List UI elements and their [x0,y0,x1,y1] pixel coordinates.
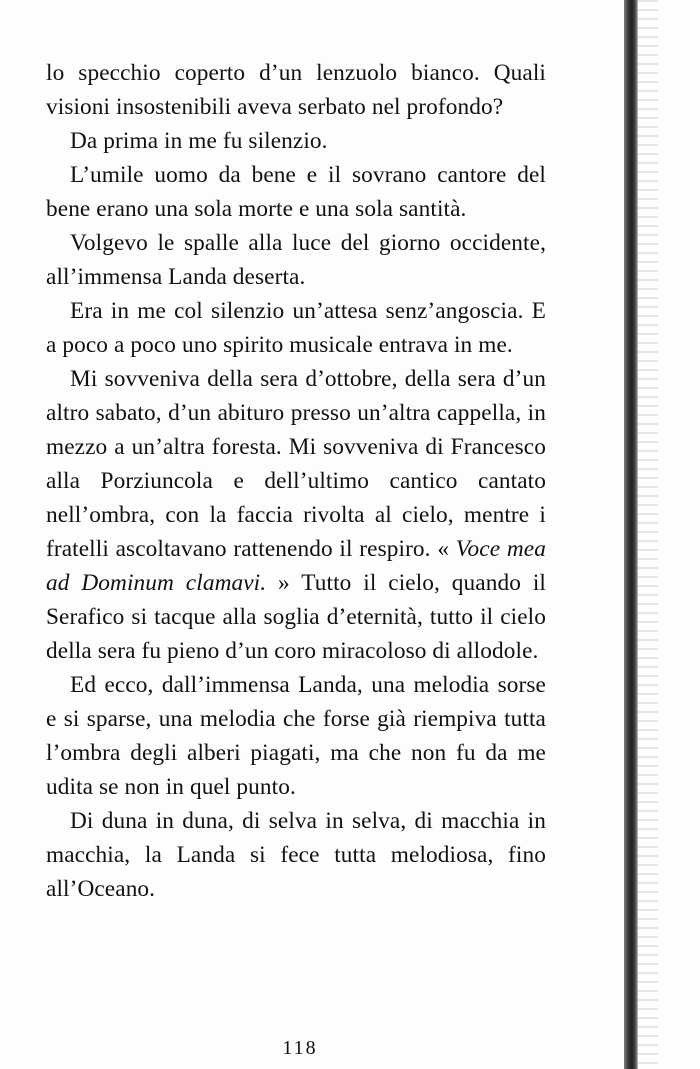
latin-quote: Voce mea ad Dominum clamavi. [46,536,546,596]
paragraph-8: Di duna in duna, di selva in selva, di macchia in macchia, la Landa si fece tutta melodiosa, fino all’Oceano. [46,808,546,902]
paragraph-6-after: » Tutto il cielo, quando il Serafico si tacque alla soglia d’eternità, tutto il cielo della sera fu pieno d’un coro miracoloso di allodole. [46,570,546,664]
paragraph-6 [46,362,546,668]
paragraph-7: Ed ecco, dall’immensa Landa, una melodia sorse e si sparse, una melodia che forse già riempiva tutta l’ombra degli alberi piagati, ma che non fu da me udita se non in quel punto. [46,672,546,800]
binding-shadow [638,0,658,1069]
paragraph-5: Era in me col silenzio un’attesa senz’angoscia. E a poco a poco uno spirito musicale entrava in me. [46,298,546,358]
binding-edge [624,0,638,1069]
paragraph-6-before: Mi sovveniva della sera d’ottobre, della sera d’un altro sabato, d’un abituro presso un’altra cappella, in mezzo a un’altra foresta. Mi sovveniva di Francesco alla Porziuncola e dell’ultimo cantico cantato nell’ombra, con la faccia rivolta al cielo, mentre i fratelli ascoltavano rattenendo il respiro. « [46,366,546,562]
paragraph-1: lo specchio coperto d’un lenzuolo bianco. Quali visioni insostenibili aveva serbato nel profondo? [46,60,546,120]
paragraph-4: Volgevo le spalle alla luce del giorno occidente, all’immensa Landa deserta. [46,230,546,290]
body-text [46,56,546,906]
paragraph-2: Da prima in me fu silenzio. [70,128,328,154]
page-number: 118 [282,1037,318,1059]
paragraph-3: L’umile uomo da bene e il sovrano cantore del bene erano una sola morte e una sola santità. [46,162,546,222]
